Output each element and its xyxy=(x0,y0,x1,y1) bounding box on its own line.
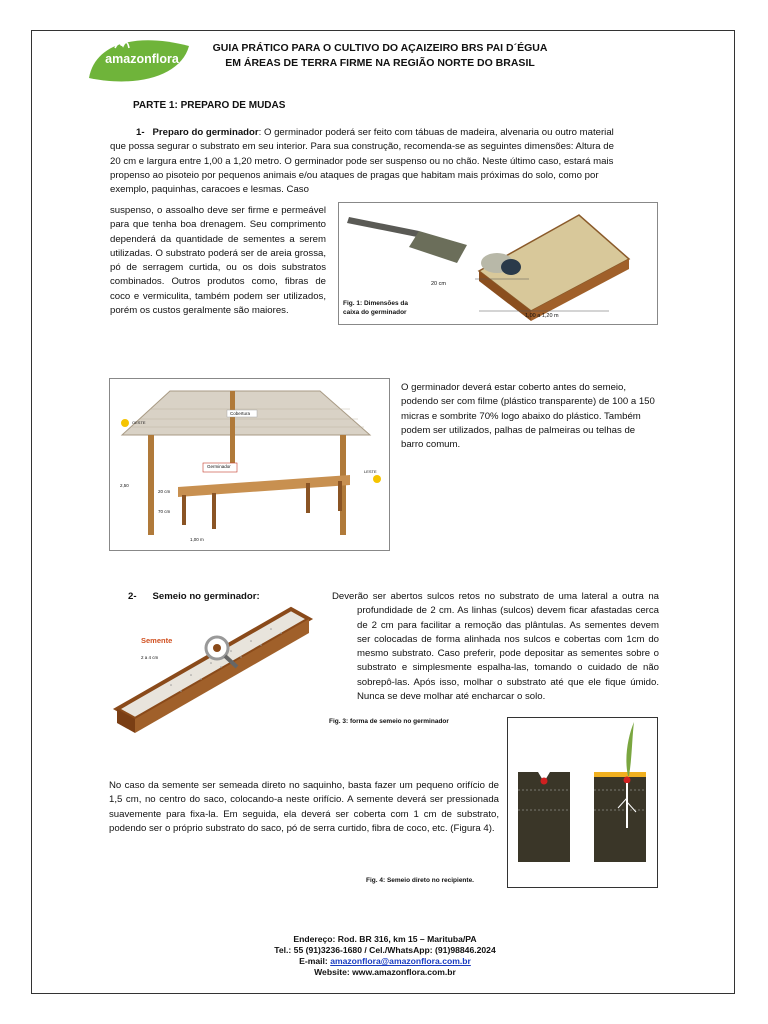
title-line-1: GUIA PRÁTICO PARA O CULTIVO DO AÇAIZEIRO BRS PAI D´ÉGUA xyxy=(212,42,548,54)
fig2-east-label: LESTE xyxy=(364,469,377,474)
fig3-spacing-label: 2 a 4 cm xyxy=(141,655,159,660)
section1-line-1 xyxy=(110,126,658,140)
section1-line-2: que possa segurar o substrato em seu interior. Para sua construção, recomenda-se as seguintes dimensões: Altura de xyxy=(110,141,614,153)
footer xyxy=(200,934,570,978)
section2-heading xyxy=(128,590,260,604)
section1-number: 1- xyxy=(136,127,145,138)
fig2-table-label: Germinador xyxy=(207,464,231,469)
fig1-width-label: 1,00 a 1,20 m xyxy=(525,313,559,319)
cover-text: O germinador deverá estar coberto antes do semeio, podendo ser com filme (plástico transparente) de 100 a 150 micras e sombrite 70% logo abaixo do plástico. Também podem ser utilizados, palhas de palmeiras ou telhas de barro comum. xyxy=(401,382,655,451)
part-heading: PARTE 1: PREPARO DE MUDAS xyxy=(133,100,286,111)
section1-line-5: exemplo, paquinhas, caracoes e lesmas. Caso xyxy=(110,184,309,196)
section1-line-4: propenso ao pisoteio por pequenos animais e/ou ataques de pragas que habitam mais próximas do solo, como por xyxy=(110,169,599,181)
fig4-caption: Fig. 4: Semeio direto no recipiente. xyxy=(366,877,474,884)
section2-number: 2- xyxy=(128,591,137,602)
footer-website[interactable]: Website: www.amazonflora.com.br xyxy=(314,967,456,977)
section1-line-3: 20 cm e largura entre 1,00 a 1,20 metro. O germinador pode ser suspenso ou no chão. Neste último caso, estará mais xyxy=(110,155,614,167)
figure-1 xyxy=(338,202,658,325)
section2-body: Deverão ser abertos sulcos retos no substrato de uma lateral a outra na profundidade de 2 cm. As linhas (sulcos) devem ficar afastadas cerca de 2 cm para facilitar a remoção das plântulas. As sementes devem ser colocadas de forma alinhada nos sulcos e cobertas com 1cm do mesmo substrato. Caso preferir, pode depositar as sementes sobre o substrato e simplesmente espalha-las, tomando o cuidado de não sobrepô-las. Após isso, molhar o substrato até que ele fique úmido. Nunca se deve molhar até encharcar o solo. xyxy=(332,591,659,703)
section1-text-1: : O germinador poderá ser feito com tábuas de madeira, alvenaria ou outro material xyxy=(258,127,614,138)
footer-email-label: E-mail: xyxy=(299,956,331,966)
fig1-caption: Fig. 1: Dimensões da caixa do germinador xyxy=(343,300,409,316)
logo-text: amazonflora xyxy=(105,52,179,66)
fig2-h2-label: 70 cm xyxy=(158,509,171,514)
fig2-roof-label: Cobertura xyxy=(230,411,251,416)
figure-2 xyxy=(109,378,390,551)
footer-phone: Tel.: 55 (91)3236-1680 / Cel./WhatsApp: (91)98846.2024 xyxy=(274,945,496,955)
section2-label: Semeio no germinador: xyxy=(152,591,260,602)
fig2-h1-label: 20 cm xyxy=(158,489,171,494)
title-line-2: EM ÁREAS DE TERRA FIRME NA REGIÃO NORTE DO BRASIL xyxy=(225,57,535,69)
footer-email-line xyxy=(200,956,570,967)
fig2-width-label: 1,00 m xyxy=(190,537,204,542)
amazonflora-logo xyxy=(85,30,193,88)
fig2-height-label: 2,50 xyxy=(120,483,129,488)
figure-3 xyxy=(101,605,321,735)
footer-email-link[interactable]: amazonflora@amazonflora.com.br xyxy=(330,956,471,966)
section3-text: No caso da semente ser semeada direto no saquinho, basta fazer um pequeno orifício de 1,5 cm, no centro do saco, colocando-a neste orifício. A semente deverá ser pressionada suavemente para fixa-la. Em seguida, ela deverá ser coberta com 1 cm de substrato, podendo ser o próprio substrato do saco, pó de serra curtido, fibra de coco, etc. (Figura 4). xyxy=(109,780,499,834)
section1-label: Preparo do germinador xyxy=(152,127,259,138)
section2-text xyxy=(332,590,659,704)
footer-address: Endereço: Rod. BR 316, km 15 – Marituba/PA xyxy=(293,934,477,944)
document-title xyxy=(200,41,560,71)
fig3-seed-label: Semente xyxy=(141,636,173,645)
figure-4 xyxy=(507,717,658,888)
section1-intro xyxy=(110,126,658,197)
section1-left-column: suspenso, o assoalho deve ser firme e permeável para que tenha boa drenagem. Seu comprimento dependerá da quantidade de sementes a serem utilizadas. O substrato poderá ser de areia grossa, pó de serragem curtida, ou os dois substratos combinados. Outros produtos como, fibras de coco e vermiculita, também podem ser utilizados, porém os custos geralmente são maiores. xyxy=(110,205,326,317)
fig1-height-label: 20 cm xyxy=(431,281,446,287)
fig3-caption: Fig. 3: forma de semeio no germinador xyxy=(329,718,449,725)
fig2-west-label: OESTE xyxy=(132,420,146,425)
